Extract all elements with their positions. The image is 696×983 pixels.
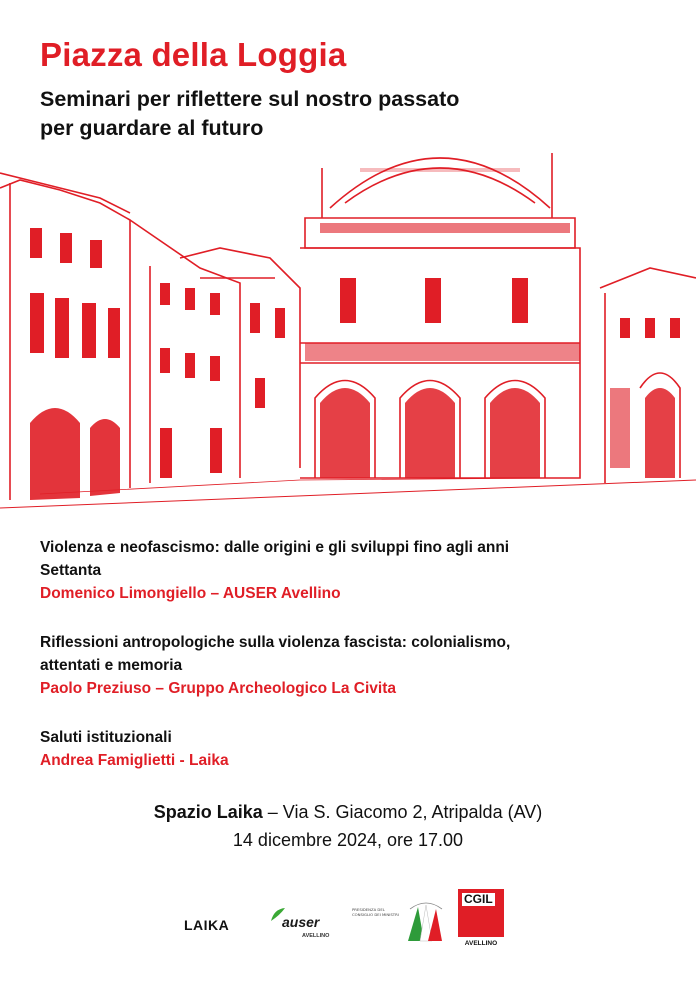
auser-logo	[268, 905, 338, 945]
event-datetime: 14 dicembre 2024, ore 17.00	[232, 830, 464, 850]
program-item-1	[40, 536, 670, 605]
sponsor-logos	[0, 885, 696, 955]
program-topic-line: attentati e memoria	[40, 657, 183, 674]
venue-line	[0, 802, 696, 823]
government-anniversary-logo	[352, 899, 447, 945]
program-topic-line: Riflessioni antropologiche sulla violenza fascista: colonialismo,	[40, 634, 511, 651]
gov-caption: PRESIDENZA DEL CONSIGLIO DEI MINISTRI	[352, 907, 399, 917]
page-title: Piazza della Loggia	[40, 36, 347, 73]
program-item-3	[40, 726, 670, 772]
venue-address: – Via S. Giacomo 2, Atripalda (AV)	[262, 802, 543, 822]
cgil-wordmark: CGIL	[464, 892, 493, 906]
program-topic-line: Saluti istituzionali	[40, 729, 172, 746]
venue-name: Spazio Laika	[153, 802, 263, 822]
program-topic-line: Violenza e neofascismo: dalle origini e gli sviluppi fino agli anni	[40, 539, 510, 556]
program-topic-line: Settanta	[40, 562, 102, 579]
subtitle-line-2: per guardare al futuro	[40, 116, 264, 140]
program-speaker: Andrea Famiglietti - Laika	[40, 752, 229, 769]
auser-wordmark: auser	[282, 914, 320, 930]
cgil-logo	[458, 889, 504, 949]
program-item-2	[40, 631, 670, 700]
piazza-loggia-illustration	[0, 128, 696, 513]
auser-city: AVELLINO	[302, 933, 330, 939]
tricolor-emblem-icon	[404, 899, 446, 943]
subtitle-line-1: Seminari per riflettere sul nostro passato	[40, 87, 460, 111]
cgil-city: AVELLINO	[464, 940, 498, 947]
laika-logo: LAIKA	[184, 917, 230, 933]
program-speaker: Paolo Preziuso – Gruppo Archeologico La Civita	[40, 680, 396, 697]
program-speaker: Domenico Limongiello – AUSER Avellino	[40, 585, 341, 602]
